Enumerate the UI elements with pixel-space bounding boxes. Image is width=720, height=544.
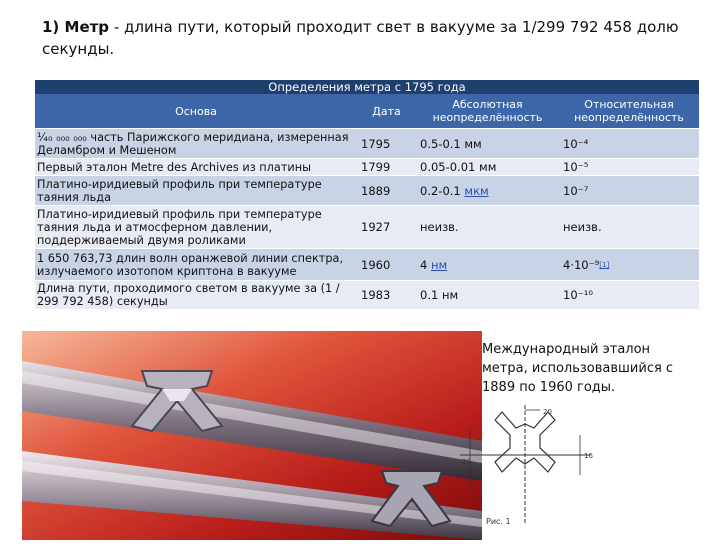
dim-right: 16 [584,452,593,460]
cell-basis: Длина пути, проходимого светом в вакууме за (1 / 299 792 458) секунды [37,282,340,308]
slide-heading [42,16,692,60]
heading-text: - длина пути, который проходит свет в вакууме за 1/299 792 458 долю секунды. [42,18,679,58]
cell-date: 1795 [361,136,391,151]
header-basis: Основа [175,104,217,118]
cell-date: 1799 [361,160,391,174]
abs-value: 0.2-0.1 [420,183,461,198]
unit-link-nm[interactable]: нм [430,257,448,272]
table-row [35,158,699,175]
cell-rel: 10⁻⁴ [563,136,589,151]
cell-abs [416,176,559,205]
rel-value: 4·10⁻⁹ [563,257,600,272]
table-header [35,94,699,128]
cell-basis: 1 650 763,73 длин волн оранжевой линии спектра, излучаемого изотопом криптона в вакууме [37,251,344,278]
cell-rel: неизв. [563,220,602,234]
header-date: Дата [372,104,401,118]
cell-rel: 10⁻⁵ [563,160,589,174]
cell-date: 1983 [361,288,391,302]
cell-abs [416,249,559,280]
cell-basis: Платино-иридиевый профиль при температуре таяния льда [37,177,322,204]
cell-abs: 0.1 нм [420,288,459,302]
meter-bar-illustration [22,331,482,540]
abs-value: 4 [420,257,428,272]
unit-link-mkm[interactable]: мкм [464,183,489,198]
cell-rel: 10⁻⁷ [563,183,589,198]
table-row [35,175,699,205]
table-row [35,128,699,158]
cell-rel: 10⁻¹⁰ [563,288,593,302]
definitions-table [35,80,699,309]
dim-left: 20 [462,458,471,466]
cell-rel [559,249,699,280]
figure-label: Рис. 1 [486,517,511,526]
table-row [35,280,699,309]
header-abs: Абсолютная неопределённость [432,98,543,124]
reference-link[interactable]: [1] [599,260,610,269]
meter-standard-photo [22,331,482,540]
table-row [35,205,699,248]
cell-date: 1960 [361,257,391,272]
cell-abs: неизв. [420,220,459,234]
dim-top: 20 [543,408,552,416]
heading-bold: 1) Метр [42,18,110,36]
photo-caption: Международный эталон метра, использовавшийся с 1889 по 1960 годы. [482,342,674,395]
table-row [35,248,699,280]
cell-abs: 0.5-0.1 мм [420,136,482,151]
cell-date: 1889 [361,183,391,198]
header-rel: Относительная неопределённость [574,98,684,124]
cross-section-drawing [450,400,600,540]
cell-date: 1927 [361,220,391,234]
cell-basis: Платино-иридиевый профиль при температуре таяния льда и атмосферном давлении, поддерживаемый двумя роликами [37,207,322,247]
table-caption: Определения метра с 1795 года [35,80,699,94]
cell-basis: ¹⁄₄₀ ₀₀₀ ₀₀₀ часть Парижского меридиана, измеренная Деламбром и Мешеном [37,130,349,157]
cell-abs: 0.05-0.01 мм [420,160,497,174]
x-profile-diagram [450,400,600,544]
cell-basis: Первый эталон Metre des Archives из платины [37,160,312,174]
